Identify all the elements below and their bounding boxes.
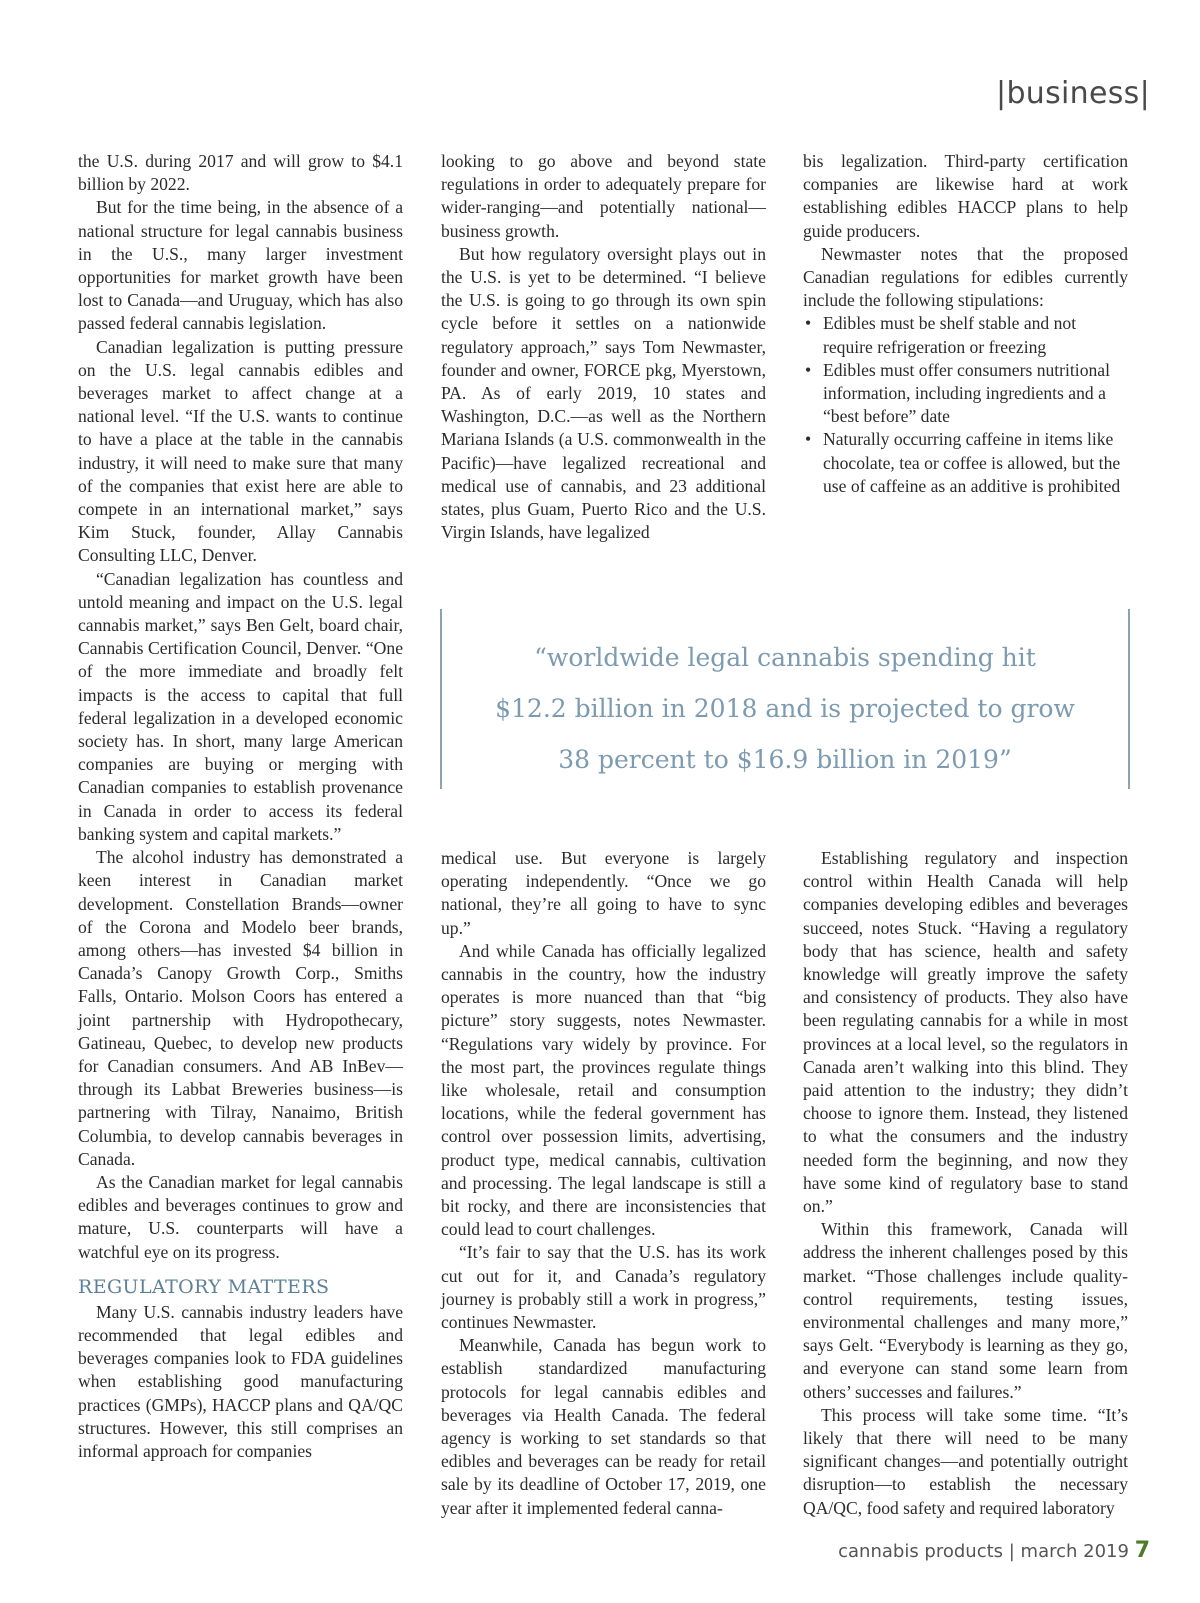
article-column-2-bottom <box>441 847 766 1520</box>
article-column-2-top <box>441 150 766 544</box>
article-column-3-bottom <box>803 847 1128 1520</box>
paragraph: But for the time being, in the absence of a national structure for legal cannabis business in the U.S., many larger investment opportunities for market growth have been lost to Canada—and Uruguay, which has also passed federal cannabis legislation. <box>78 197 403 334</box>
article-column-1 <box>78 150 403 1520</box>
paragraph: “Canadian legalization has countless and untold meaning and impact on the U.S. legal cannabis market,” says Ben Gelt, board chair, Cannabis Certification Council, Denver. “One of the more immediate and broadly felt impacts is the access to capital that full federal legalization in a developed economic society has. In short, many large American companies are buying or merging with Canadian companies to establish provenance in Canada in order to access its federal banking system and capital markets.” <box>78 568 403 844</box>
page-number: 7 <box>1134 1538 1150 1563</box>
article-column-3-top <box>803 150 1128 498</box>
paragraph: The alcohol industry has demonstrated a keen interest in Canadian market development. Constellation Brands—owner of the Corona and Modelo beer brands, among others—has invested $4 billion in Canada’s Canopy Growth Corp., Smiths Falls, Ontario. Molson Coors has entered a joint partnership with Hydropothecary, Gatineau, Quebec, to develop new products for Canadian consumers. And AB InBev—through its Labbat Breweries business—is partnering with Tilray, Nanaimo, British Columbia, to develop cannabis beverages in Canada. <box>78 847 403 1169</box>
section-tag: |business| <box>996 76 1150 111</box>
paragraph: Newmaster notes that the proposed Canadian regulations for edibles currently include the following stipulations: <box>803 243 1128 311</box>
paragraph: This process will take some time. “It’s likely that there will need to be many significant changes—and potentially outright disruption—to establish the necessary QA/QC, food safety and required laboratory <box>803 1404 1128 1518</box>
paragraph: Meanwhile, Canada has begun work to establish standardized manufacturing protocols for legal cannabis edibles and beverages via Health Canada. The federal agency is working to set standards so that edibles and beverages can be ready for retail sale by its deadline of October 17, 2019, one year after it implemented federal canna- <box>441 1335 766 1518</box>
paragraph: the U.S. during 2017 and will grow to $4.1 billion by 2022. <box>78 151 403 195</box>
paragraph: Within this framework, Canada will address the inherent challenges posed by this market. “Those challenges include quality-control requirements, testing issues, environmental challenges and many more,” says Gelt. “Everybody is learning as they go, and everyone can stand some learn from others’ successes and failures.” <box>803 1219 1128 1402</box>
paragraph: And while Canada has officially legalized cannabis in the country, how the industry operates is more nuanced than that “big picture” story suggests, notes Newmaster. “Regulations vary widely by province. For the most part, the provinces regulate things like wholesale, retail and consumption locations, while the federal government has control over possession limits, advertising, product type, medical cannabis, cultivation and processing. The legal landscape is still a bit rocky, and there are inconsistencies that could lead to court challenges. <box>441 940 766 1240</box>
paragraph: But how regulatory oversight plays out in the U.S. is yet to be determined. “I believe the U.S. is going to go through its own spin cycle before it settles on a nationwide regulatory approach,” says Tom Newmaster, founder and owner, FORCE pkg, Myerstown, PA. As of early 2019, 10 states and Washington, D.C.—as well as the Northern Mariana Islands (a U.S. commonwealth in the Pacific)—have legalized recreational and medical use of cannabis, and 23 additional states, plus Guam, Puerto Rico and the U.S. Virgin Islands, have legalized <box>441 243 766 543</box>
paragraph: Establishing regulatory and inspection control within Health Canada will help companies developing edibles and beverages succeed, notes Stuck. “Having a regulatory body that has science, health and safety knowledge will greatly improve the safety and consistency of products. They also have been regulating cannabis for a while in most provinces at a local level, so the regulators in Canada aren’t walking into this blind. They paid attention to the industry; they didn’t choose to ignore them. Instead, they listened to what the consumers and the industry needed form the beginning, and now they have some kind of regulatory base to stand on.” <box>803 848 1128 1217</box>
paragraph: medical use. But everyone is largely operating independently. “Once we go national, they’re all going to have to sync up.” <box>441 848 766 938</box>
section-subhead: REGULATORY MATTERS <box>78 1275 330 1298</box>
stipulation-list <box>803 312 1128 498</box>
paragraph: Canadian legalization is putting pressure on the U.S. legal cannabis edibles and beverages market to affect change at a national level. “If the U.S. wants to continue to have a place at the table in the cannabis industry, it will need to make sure that many of the companies that exist here are able to compete in an international market,” says Kim Stuck, founder, Allay Cannabis Consulting LLC, Denver. <box>78 336 403 566</box>
list-item: • Naturally occurring caffeine in items like chocolate, tea or coffee is allowed, but the use of caffeine as an additive is prohibited <box>803 428 1128 498</box>
page-footer <box>838 1538 1150 1563</box>
pull-quote-line: $12.2 billion in 2018 and is projected to grow <box>495 694 1075 723</box>
paragraph: looking to go above and beyond state regulations in order to adequately prepare for wider-ranging—and potentially national—business growth. <box>441 151 766 241</box>
paragraph: bis legalization. Third-party certification companies are likewise hard at work establishing edibles HACCP plans to help guide producers. <box>803 151 1128 241</box>
pull-quote-line: 38 percent to $16.9 billion in 2019” <box>558 745 1012 774</box>
paragraph: Many U.S. cannabis industry leaders have recommended that legal edibles and beverages companies look to FDA guidelines when establishing good manufacturing practices (GMPs), HACCP plans and QA/QC structures. However, this still comprises an informal approach for companies <box>78 1301 403 1461</box>
paragraph: As the Canadian market for legal cannabis edibles and beverages continues to grow and mature, U.S. counterparts will have a watchful eye on its progress. <box>78 1171 403 1262</box>
publication-info: cannabis products | march 2019 <box>838 1541 1129 1562</box>
pull-quote-line: “worldwide legal cannabis spending hit <box>534 643 1036 672</box>
paragraph: “It’s fair to say that the U.S. has its work cut out for it, and Canada’s regulatory journey is probably still a work in progress,” continues Newmaster. <box>441 1242 766 1333</box>
list-item: • Edibles must offer consumers nutritional information, including ingredients and a “best before” date <box>803 359 1128 429</box>
list-item: • Edibles must be shelf stable and not require refrigeration or freezing <box>803 312 1128 358</box>
pull-quote <box>440 609 1130 789</box>
